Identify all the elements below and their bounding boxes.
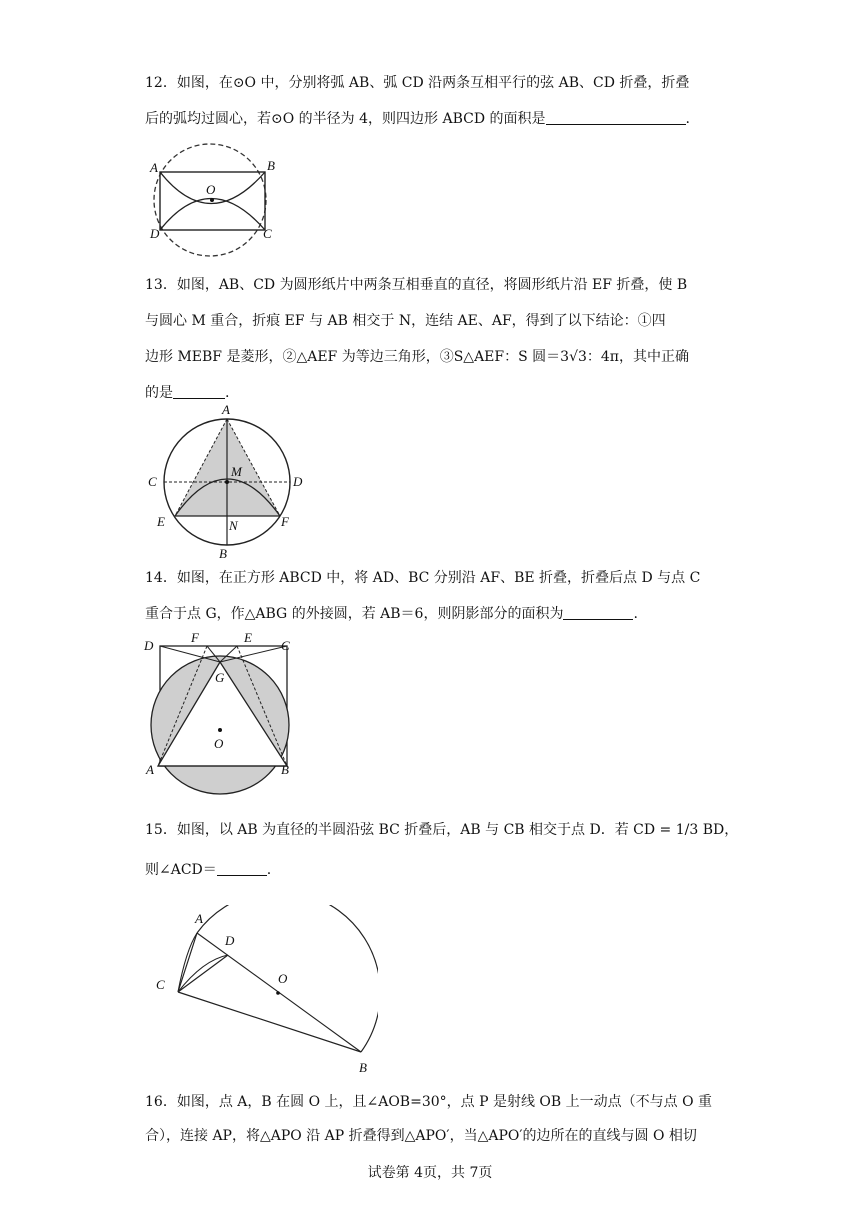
point-F-label: F bbox=[281, 514, 289, 529]
question-12 bbox=[145, 68, 725, 134]
q12-line1: 12．如图，在⊙O 中，分别将弧 AB、弧 CD 沿两条互相平行的弦 AB、CD 折叠，折叠 bbox=[145, 75, 690, 91]
point-B-label: B bbox=[219, 546, 227, 561]
point-F-label: F bbox=[191, 630, 199, 645]
point-B-label: B bbox=[267, 158, 275, 173]
point-G-label: G bbox=[215, 670, 225, 685]
answer-blank bbox=[173, 382, 225, 399]
point-M-label: M bbox=[231, 464, 242, 479]
point-A-label: A bbox=[222, 402, 230, 417]
question-15 bbox=[145, 815, 739, 885]
q13-line1: 13．如图，AB、CD 为圆形纸片中两条互相垂直的直径，将圆形纸片沿 EF 折叠，使 B bbox=[145, 277, 688, 293]
point-A-label: A bbox=[150, 160, 158, 175]
point-C-label: C bbox=[263, 226, 272, 241]
q16-line2: 合），连接 AP，将△APO 沿 AP 折叠得到△APO′，当△APO′的边所在的直线与圆 O 相切 bbox=[145, 1128, 697, 1144]
q13-figure bbox=[145, 402, 315, 562]
answer-blank bbox=[563, 603, 633, 620]
q13-line4: 的是 . bbox=[145, 378, 725, 408]
point-N-label: N bbox=[229, 518, 238, 533]
point-C-label: C bbox=[156, 977, 165, 992]
point-A-label: A bbox=[146, 762, 154, 777]
answer-blank bbox=[217, 859, 267, 876]
q14-figure bbox=[140, 630, 300, 808]
q13-line3: 边形 MEBF 是菱形，②△AEF 为等边三角形，③S△AEF：S 圆＝3√3：4π，其中正确 bbox=[145, 349, 690, 365]
answer-blank bbox=[546, 108, 686, 125]
point-B-label: B bbox=[281, 762, 289, 777]
q12-line2-text: 后的弧均过圆心，若⊙O 的半径为 4，则四边形 ABCD 的面积是 bbox=[145, 111, 546, 127]
point-D-label: D bbox=[293, 474, 303, 489]
point-A-label: A bbox=[195, 911, 203, 926]
point-O-label: O bbox=[278, 971, 288, 986]
point-E-label: E bbox=[244, 630, 252, 645]
q12-figure bbox=[145, 140, 285, 260]
point-D-label: D bbox=[225, 933, 235, 948]
q12-line2: 后的弧均过圆心，若⊙O 的半径为 4，则四边形 ABCD 的面积是 . bbox=[145, 104, 725, 134]
q15-line2: 则∠ACD＝ . bbox=[145, 855, 725, 885]
q14-line2: 重合于点 G，作△ABG 的外接圆，若 AB＝6，则阴影部分的面积为 . bbox=[145, 599, 725, 629]
q15-line1: 15．如图，以 AB 为直径的半圆沿弦 BC 折叠后，AB 与 CB 相交于点 D．若 CD = 1/3 BD， bbox=[145, 822, 739, 838]
point-E-label: E bbox=[157, 514, 165, 529]
point-D-label: D bbox=[150, 226, 160, 241]
q15-figure bbox=[148, 905, 378, 1080]
point-O-label: O bbox=[206, 182, 216, 197]
page-footer: 试卷第 4页，共 7页 bbox=[367, 1165, 493, 1181]
point-O-label: O bbox=[214, 736, 224, 751]
point-C-label: C bbox=[281, 638, 290, 653]
q16-line1: 16．如图，点 A，B 在圆 O 上，且∠AOB=30°，点 P 是射线 OB 上一动点（不与点 O 重 bbox=[145, 1094, 713, 1110]
point-D-label: D bbox=[144, 638, 154, 653]
question-13 bbox=[145, 270, 725, 408]
point-B-label: B bbox=[359, 1060, 367, 1075]
question-14 bbox=[145, 563, 725, 629]
q14-line1: 14．如图，在正方形 ABCD 中，将 AD、BC 分别沿 AF、BE 折叠，折叠后点 D 与点 C bbox=[145, 570, 701, 586]
q13-line2: 与圆心 M 重合，折痕 EF 与 AB 相交于 N，连结 AE、AF，得到了以下结论：①四 bbox=[145, 313, 666, 329]
question-16 bbox=[145, 1087, 725, 1151]
point-C-label: C bbox=[148, 474, 157, 489]
